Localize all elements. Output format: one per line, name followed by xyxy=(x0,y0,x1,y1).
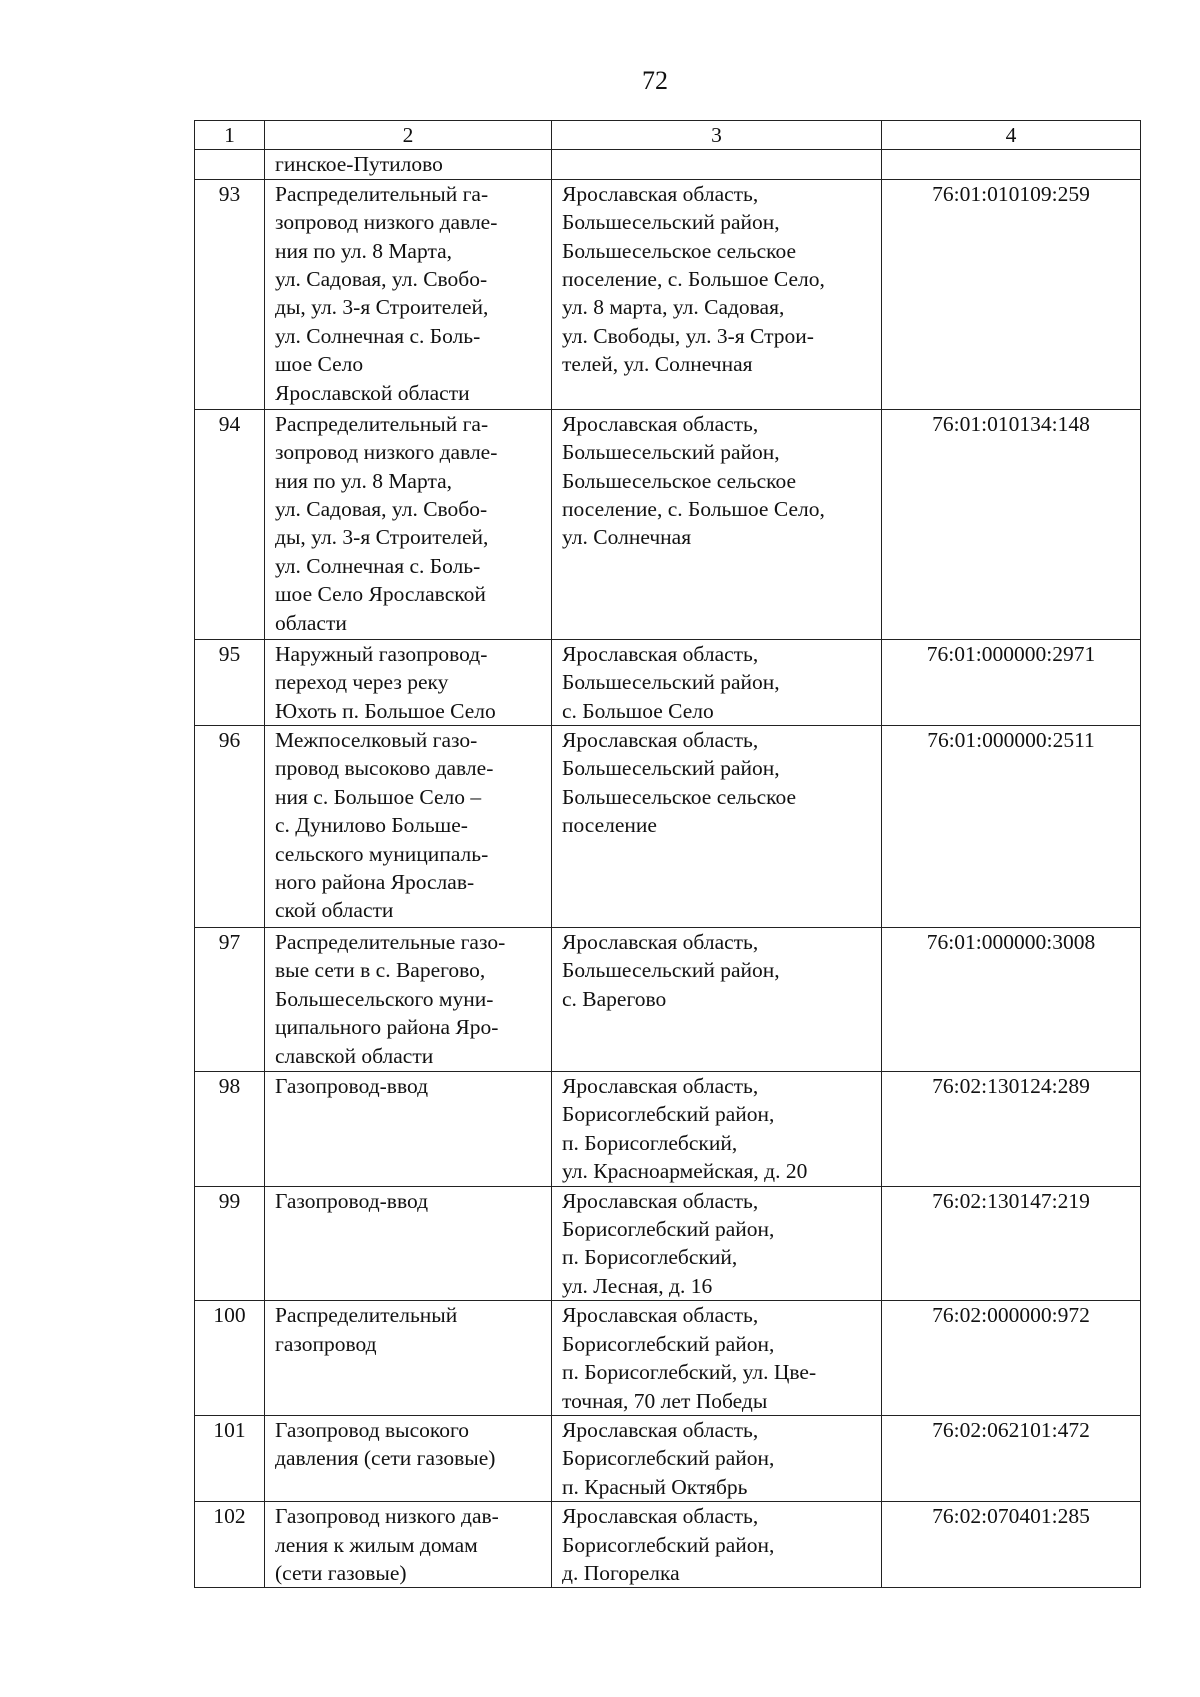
table-row xyxy=(195,1301,1141,1416)
column-header-number: 1 xyxy=(195,121,265,150)
table-row xyxy=(195,928,1141,1072)
row-number: 98 xyxy=(195,1072,265,1187)
object-name: Газопровод высокого давления (сети газовые) xyxy=(265,1415,552,1501)
page-number: 72 xyxy=(642,66,668,95)
object-address: Ярославская область, Борисоглебский район, д. Погорелка xyxy=(552,1502,882,1588)
cadastral-number: 76:02:000000:972 xyxy=(882,1301,1141,1416)
object-name: Межпоселковый газо- провод высоково давле- ния с. Большое Село – с. Дунилово Больше- сельского муниципаль- ного района Ярослав- ской области xyxy=(265,726,552,928)
table-row xyxy=(195,639,1141,725)
column-header-cadastral: 4 xyxy=(882,121,1141,150)
column-header-name: 2 xyxy=(265,121,552,150)
row-number xyxy=(195,150,265,179)
cadastral-number: 76:02:070401:285 xyxy=(882,1502,1141,1588)
cadastral-number: 76:01:010134:148 xyxy=(882,409,1141,639)
row-number: 96 xyxy=(195,726,265,928)
column-header-address: 3 xyxy=(552,121,882,150)
row-number: 100 xyxy=(195,1301,265,1416)
cadastral-number: 76:02:062101:472 xyxy=(882,1415,1141,1501)
object-address: Ярославская область, Борисоглебский район, п. Красный Октябрь xyxy=(552,1415,882,1501)
object-address: Ярославская область, Борисоглебский район, п. Борисоглебский, ул. Цве- точная, 70 лет Победы xyxy=(552,1301,882,1416)
object-name: Распределительный га- зопровод низкого давле- ния по ул. 8 Марта, ул. Садовая, ул. Свобо- ды, ул. 3-я Строителей, ул. Солнечная с. Боль- шое Село Ярославской области xyxy=(265,409,552,639)
header-row xyxy=(195,121,1141,150)
object-name: Распределительный га- зопровод низкого давле- ния по ул. 8 Марта, ул. Садовая, ул. Свобо- ды, ул. 3-я Строителей, ул. Солнечная с. Боль- шое Село Ярославской области xyxy=(265,179,552,409)
registry-table xyxy=(194,120,1141,1588)
cadastral-number: 76:01:000000:2971 xyxy=(882,639,1141,725)
cadastral-number: 76:02:130147:219 xyxy=(882,1186,1141,1301)
table-row xyxy=(195,179,1141,409)
object-name: Распределительный газопровод xyxy=(265,1301,552,1416)
cadastral-number xyxy=(882,150,1141,179)
cadastral-number: 76:01:000000:3008 xyxy=(882,928,1141,1072)
object-address: Ярославская область, Большесельский район, Большесельское сельское поселение, с. Большое Село, ул. Солнечная xyxy=(552,409,882,639)
cadastral-number: 76:01:000000:2511 xyxy=(882,726,1141,928)
table-row xyxy=(195,726,1141,928)
table-row xyxy=(195,1072,1141,1187)
table-row xyxy=(195,409,1141,639)
object-address: Ярославская область, Борисоглебский район, п. Борисоглебский, ул. Лесная, д. 16 xyxy=(552,1186,882,1301)
cadastral-number: 76:02:130124:289 xyxy=(882,1072,1141,1187)
object-name: Наружный газопровод- переход через реку Юхоть п. Большое Село xyxy=(265,639,552,725)
object-address: Ярославская область, Большесельский район, с. Варегово xyxy=(552,928,882,1072)
cadastral-number: 76:01:010109:259 xyxy=(882,179,1141,409)
row-number: 93 xyxy=(195,179,265,409)
object-address: Ярославская область, Борисоглебский район, п. Борисоглебский, ул. Красноармейская, д. 20 xyxy=(552,1072,882,1187)
row-number: 97 xyxy=(195,928,265,1072)
table-row xyxy=(195,1186,1141,1301)
object-name: Газопровод-ввод xyxy=(265,1186,552,1301)
table-row-continuation xyxy=(195,150,1141,179)
object-name: Газопровод низкого дав- ления к жилым домам (сети газовые) xyxy=(265,1502,552,1588)
object-address xyxy=(552,150,882,179)
object-address: Ярославская область, Большесельский район, Большесельское сельское поселение xyxy=(552,726,882,928)
row-number: 99 xyxy=(195,1186,265,1301)
object-name: Газопровод-ввод xyxy=(265,1072,552,1187)
row-number: 95 xyxy=(195,639,265,725)
object-address: Ярославская область, Большесельский район, Большесельское сельское поселение, с. Большое Село, ул. 8 марта, ул. Садовая, ул. Свободы, ул. 3-я Строи- телей, ул. Солнечная xyxy=(552,179,882,409)
row-number: 101 xyxy=(195,1415,265,1501)
object-address: Ярославская область, Большесельский район, с. Большое Село xyxy=(552,639,882,725)
table-row xyxy=(195,1415,1141,1501)
row-number: 94 xyxy=(195,409,265,639)
row-number: 102 xyxy=(195,1502,265,1588)
object-name: Распределительные газо- вые сети в с. Варегово, Большесельского муни- ципального района Яро- славской области xyxy=(265,928,552,1072)
object-name: гинское-Путилово xyxy=(265,150,552,179)
table-row xyxy=(195,1502,1141,1588)
